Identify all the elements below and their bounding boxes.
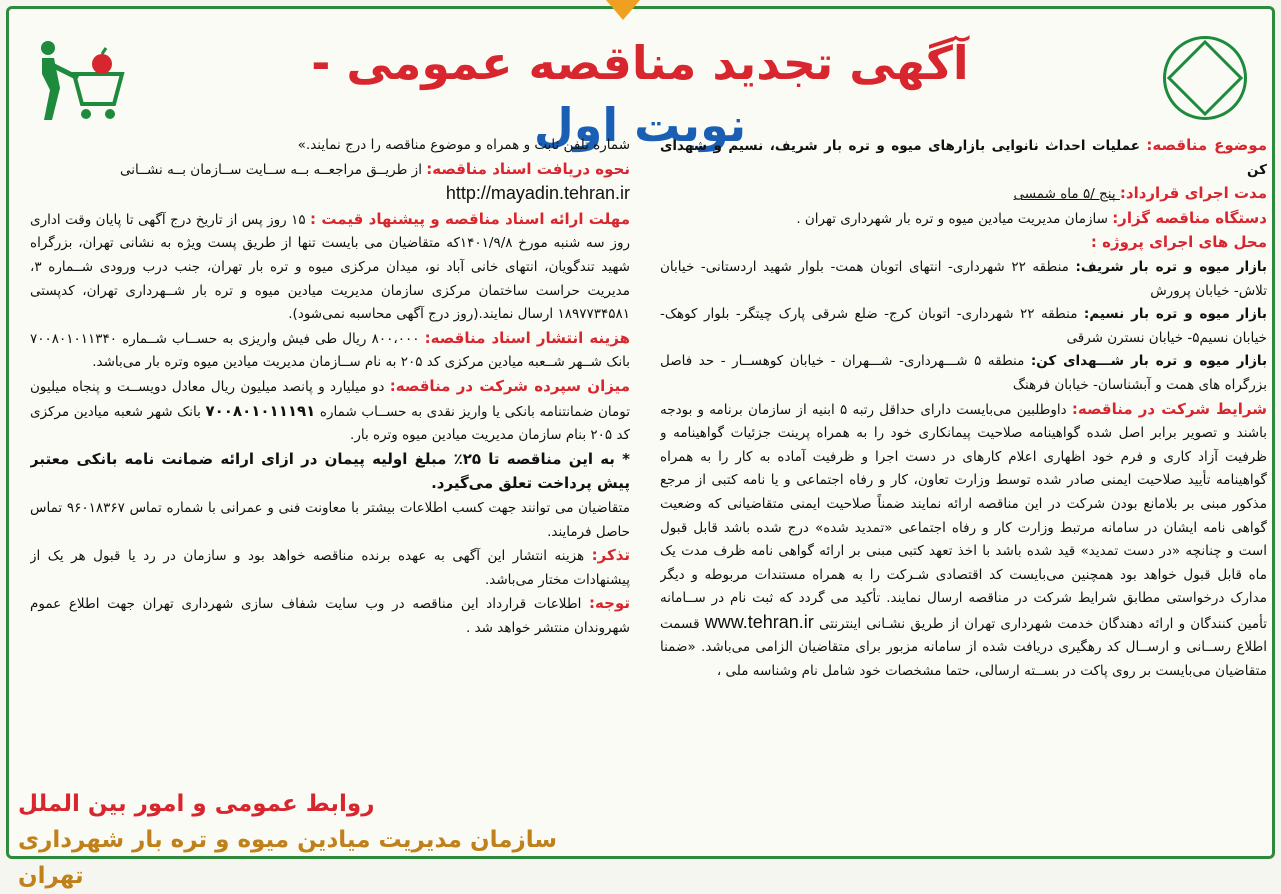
subject-text: عملیات احداث نانوایی بازارهای میوه و تره بار شریف، نسیم و شهدای کن: [660, 138, 1267, 178]
footer-line-2: سازمان مدیریت میادین میوه و تره بار شهرداری تهران: [18, 827, 557, 889]
tehran-url-link[interactable]: www.tehran.ir: [704, 611, 814, 632]
receive-text: از طریــق مراجعــه بــه ســایت ســازمان بــه نشــانی: [119, 161, 427, 178]
duration-text: پنج /۵ ماه شمسی: [1013, 186, 1120, 203]
contact-paragraph: [30, 497, 630, 544]
deposit-heading: میزان سپرده شرکت در مناقصه:: [389, 376, 630, 395]
fee-text: ۸۰۰،۰۰۰ ریال طی فیش واریزی به حســاب شــماره ۷۰۰۸۰۱۰۱۱۳۴۰ بانک شــهر شــعبه میادین مرکزی کد ۲۰۵ به نام ســازمان مدیریت میادین میوه وتره بار می‌باشد.: [30, 330, 630, 371]
deadline-text: ۱۵ روز پس از تاریخ درج آگهی تا پایان وقت اداری روز سه شنبه مورخ ۱۴۰۱/۹/۸که متقاضیان می بایست تنها از طریق پست ویژه به نشانی تهران، بزرگراه شهید تندگویان، انتهای خانی آباد نو، میدان مرکزی میوه و تره بار تهران، جنب درب ورودی شــماره ۳، مدیریت حراست ساختمان مرکزی سازمان مدیریت میادین میوه و تره بار شــهرداری تهران، کدپستی ۱۸۹۷۷۳۴۵۸۱ ارسال نمایند.(روز درج آگهی محاسبه نمی‌شود).: [30, 211, 630, 323]
receive-heading: نحوه دریافت اسناد مناقصه:: [426, 159, 630, 178]
locations-heading-paragraph: [660, 231, 1267, 256]
shopping-cart-icon: [30, 38, 130, 128]
prepayment-text: * به این مناقصه تا ۲۵٪ مبلغ اولیه پیمان در ازای ارائه ضمانت نامه بانکی معتبر پیش پرداخت تعلق می‌گیرد.: [30, 449, 630, 493]
footer-line-1: روابط عمومی و امور بین الملل: [18, 791, 375, 817]
note-text: اطلاعات قرارداد این مناقصه در وب سایت شفاف سازی شهرداری تهران جهت اطلاع عموم شهروندان منتشر خواهد شد .: [30, 596, 630, 636]
receive-paragraph: [30, 158, 630, 183]
subject-heading: موضوع مناقصه:: [1146, 136, 1267, 154]
subject-paragraph: [660, 134, 1267, 182]
org-paragraph: [660, 207, 1267, 232]
reminder-heading: تذکر:: [591, 546, 630, 565]
title-round: نوبت اول: [533, 98, 747, 152]
prepayment-paragraph: [30, 448, 630, 497]
kan-heading: بازار میوه و تره بار شـــهدای کن:: [1030, 353, 1267, 370]
deposit-text: دو میلیارد و پانصد میلیون ریال معادل دویســت و پنجاه میلیون تومان ضمانتنامه بانکی یا واریز نقدی به حســاب شماره: [30, 378, 630, 420]
locations-heading: محل های اجرای پروژه :: [1090, 233, 1267, 252]
continuation-text: شماره تلفن ثابت و همراه و موضوع مناقصه را درج نمایند.»: [297, 137, 630, 153]
contact-text: متقاضیان می توانند جهت کسب اطلاعات بیشتر با معاونت فنی و عمرانی با شماره تماس ۹۶۰۱۸۳۶۷ تماس حاصل فرمایند.: [30, 499, 630, 540]
deposit-paragraph: [30, 375, 630, 448]
conditions-text-2: قسمت اطلاع رســانی و ارســال کد رهگیری دریافت شده از سامانه مزبور برای متقاضیان الزامی می‌باشد. «ضمنا متقاضیان می‌بایست بر روی پاکت در بســته ارسالی، حتما مشخصات خود شامل نام وشناسه ملی ،: [660, 615, 1267, 680]
kan-text: منطقه ۵ شـــهرداری- شـــهران - خیابان کوهســار - حد فاصل بزرگراه های همت و آبشناسان- خیابان فرهنگ: [660, 353, 1267, 393]
deposit-account: ۷۰۰۸۰۱۰۱۱۱۹۱: [205, 401, 316, 420]
conditions-text: داوطلبین می‌بایست دارای حداقل رتبه ۵ ابنیه از سازمان برنامه و بودجه باشند و تصویر برابر اصل شده گواهینامه صلاحیت پیمانکاری خود را به همراه پرینت جزئیات گواهینامه و ظرفیت آزاد کاری و فرم خود اظهاری اعلام کارهای در دست اجرا و ظرفیت آماده به کار را به همراه گواهینامه تأیید صلاحیت ایمنی صادر شده توسط وزارت تعاون، کار و رفاه اجتماعی و یا نامه کتبی از مرجع مذکور مبنی بر بلامانع بودن شرکت در این مناقصه ارائه نمایند ضمناً صلاحیت ایمنی متقاضیانی که وضعیت گواهی نامه ایشان در سامانه مرتبط وزارت کار و رفاه اجتماعی «تمدید شده» درج شده باشد قابل قبول است و چنانچه «در دست تمدید» قید شده باشد با اخذ تعهد کتبی مبنی بر ارائه گواهی نامه ظرف مدت یک ماه قابل قبول خواهد بود همچنین می‌بایست کد اقتصادی شـرکت را به همراه مستندات مربوطه و دیگر مدارک درخواستی مطابق شرایط شرکت در مناقصه ارسال نمایند. تأکید می گردد که ثبت نام در ســامانه تأمین کنندگان و ارائه دهندگان خدمت شهرداری تهران از طریق نشـانی اینترنتی: [660, 401, 1267, 632]
sharif-paragraph: [660, 256, 1267, 303]
nasim-paragraph: [660, 303, 1267, 350]
deadline-heading: مهلت ارائه اسناد مناقصه و پیشنهاد قیمت :: [310, 209, 630, 228]
conditions-paragraph: [660, 398, 1267, 684]
sharif-heading: بازار میوه و تره بار شریف:: [1075, 258, 1267, 275]
note-paragraph: [30, 592, 630, 640]
conditions-heading: شرایط شرکت در مناقصه:: [1071, 399, 1267, 418]
footer-signature: [18, 786, 618, 894]
duration-paragraph: [660, 182, 1267, 207]
left-column: [30, 134, 630, 852]
kan-paragraph: [660, 350, 1267, 397]
org-text: سازمان مدیریت میادین میوه و تره بار شهرداری تهران .: [796, 210, 1113, 227]
fee-paragraph: [30, 327, 630, 375]
reminder-paragraph: [30, 544, 630, 592]
sharif-text: منطقه ۲۲ شهرداری- انتهای اتوبان همت- بلوار شهید اردستانی- خیابان تلاش- خیابان پرورش: [660, 258, 1267, 299]
receive-url-paragraph: [30, 182, 630, 208]
fee-heading: هزینه انتشار اسناد مناقصه:: [424, 328, 630, 347]
deadline-paragraph: [30, 208, 630, 327]
duration-heading: مدت اجرای قرارداد:: [1119, 184, 1267, 203]
note-heading: توجه:: [589, 594, 630, 613]
nasim-text: منطقه ۲۲ شهرداری- اتوبان کرج- ضلع شرقی پارک چیتگر- بلوار کوهک- خیابان نسیم۵- خیابان نسترن شرقی: [660, 306, 1267, 346]
reminder-text: هزینه انتشار این آگهی به عهده برنده مناقصه خواهد بود و سازمان در رد یا قبول هر یک از پیشنهادات مختار می‌باشد.: [30, 548, 630, 588]
continuation-paragraph: [30, 134, 630, 158]
nasim-heading: بازار میوه و تره بار نسیم:: [1083, 306, 1267, 323]
mayadin-url-link[interactable]: http://mayadin.tehran.ir: [445, 183, 630, 204]
title-separator: -: [311, 36, 347, 90]
org-heading: دستگاه مناقصه گزار:: [1112, 208, 1267, 227]
deposit-text-2: بانک شهر شعبه میادین مرکزی کد ۲۰۵ بنام سازمان مدیریت میادین میوه وتره بار.: [30, 403, 630, 444]
municipality-logo-icon: [1163, 36, 1247, 120]
right-column: [660, 134, 1267, 852]
title-main: آگهی تجدید مناقصه عمومی: [346, 36, 969, 90]
